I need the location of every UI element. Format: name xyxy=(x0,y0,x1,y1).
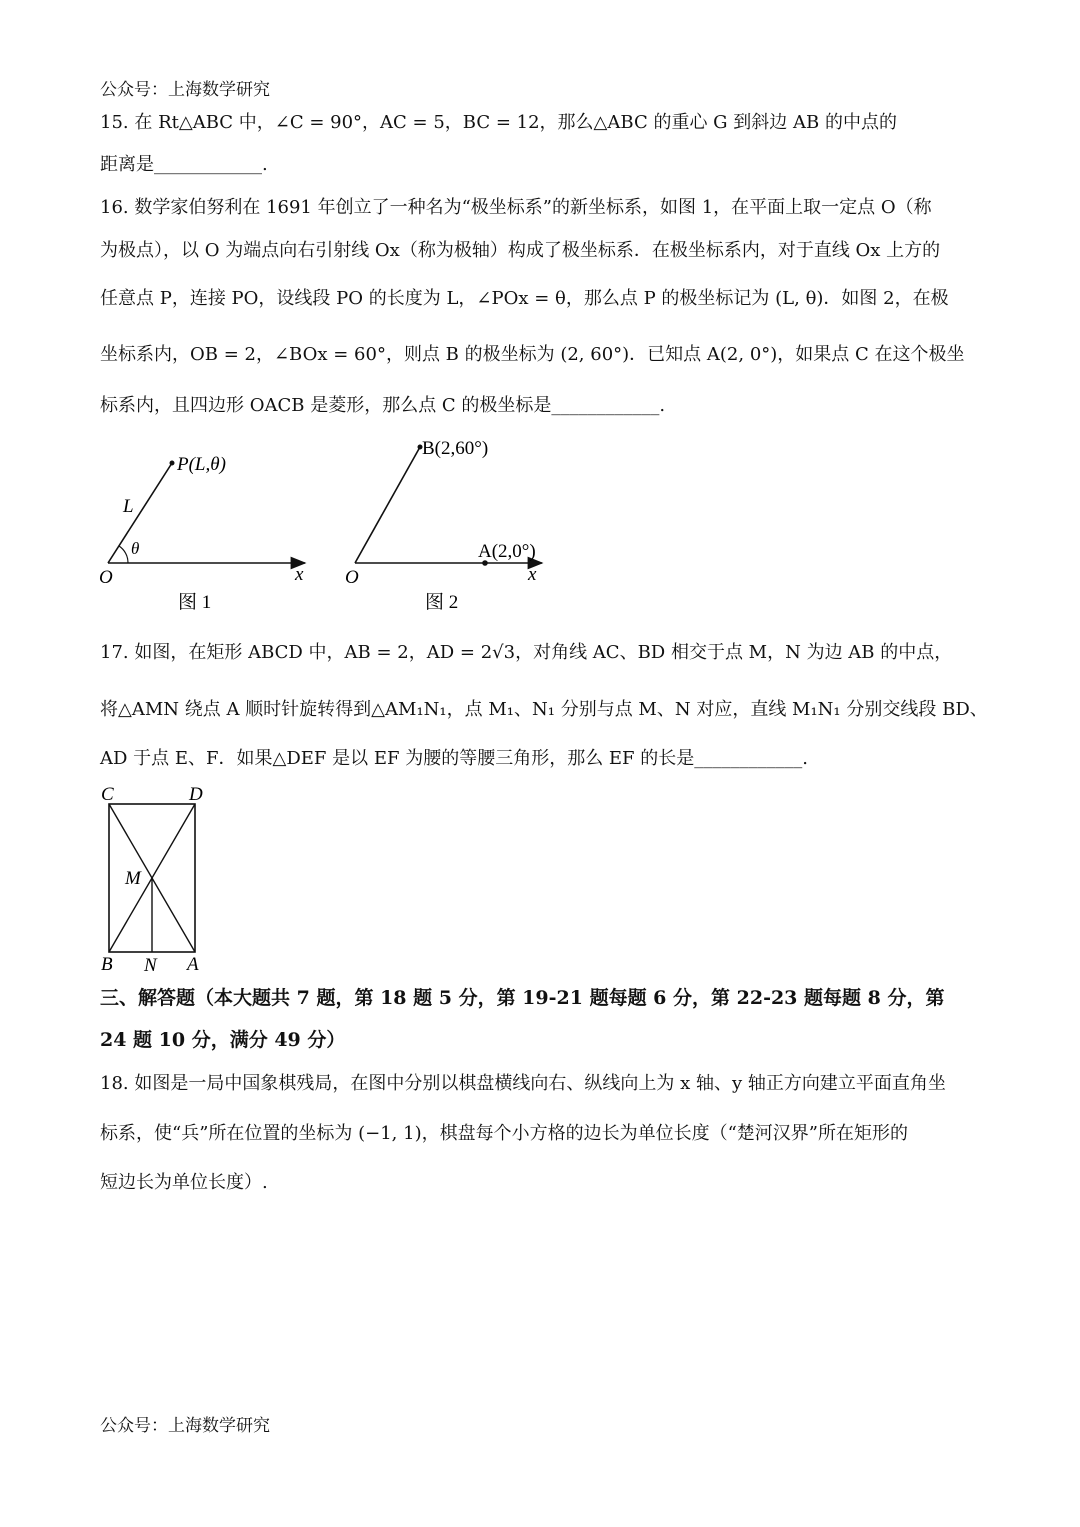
segment-ob xyxy=(355,447,420,563)
footer-text: 公众号：上海数学研究 xyxy=(100,1416,270,1436)
vertex-d-label: D xyxy=(189,784,203,805)
angle-arc xyxy=(119,546,128,563)
q16-line-1: 16. 数学家伯努利在 1691 年创立了一种名为“极坐标系”的新坐标系，如图 1，在平面上取一定点 O（称 xyxy=(100,197,932,218)
angle-label: θ xyxy=(131,539,140,558)
q16-line-2: 为极点），以 O 为端点向右引射线 Ox（称为极轴）构成了极坐标系．在极坐标系内，对于直线 Ox 上方的 xyxy=(100,240,941,261)
figure-rectangle-abcd xyxy=(95,782,215,977)
vertex-a-label: A xyxy=(187,954,199,975)
figure-2-polar-diagram xyxy=(340,430,560,620)
q15-line-2: 距离是____________. xyxy=(100,154,268,175)
section-3-heading-line-2: 24 题 10 分，满分 49 分） xyxy=(100,1029,346,1051)
q17-line-1: 17. 如图，在矩形 ABCD 中，AB = 2，AD = 2√3，对角线 AC、BD 相交于点 M，N 为边 AB 的中点， xyxy=(100,642,953,663)
section-3-heading-line-1: 三、解答题（本大题共 7 题，第 18 题 5 分，第 19-21 题每题 6 分，第 22-23 题每题 8 分，第 xyxy=(100,987,945,1009)
point-a-label: A(2,0°) xyxy=(478,541,536,562)
figure-1-caption: 图 1 xyxy=(178,592,212,613)
axis-x-label: x xyxy=(295,564,304,585)
q18-line-1: 18. 如图是一局中国象棋残局，在图中分别以棋盘横线向右、纵线向上为 x 轴、y 轴正方向建立平面直角坐 xyxy=(100,1073,946,1094)
point-m-label: M xyxy=(125,868,141,889)
header-text: 公众号：上海数学研究 xyxy=(100,80,270,100)
figure-2-caption: 图 2 xyxy=(425,592,459,613)
q18-line-3: 短边长为单位长度）. xyxy=(100,1172,268,1193)
point-p-label: P(L,θ) xyxy=(177,454,226,475)
length-label: L xyxy=(123,496,134,517)
axis-x-label: x xyxy=(528,564,537,585)
q17-line-3: AD 于点 E、F．如果△DEF 是以 EF 为腰的等腰三角形，那么 EF 的长是____________. xyxy=(100,748,808,769)
q18-line-2: 标系，使“兵”所在位置的坐标为 (−1, 1)，棋盘每个小方格的边长为单位长度（“楚河汉界”所在矩形的 xyxy=(100,1123,909,1144)
q15-line-1: 15. 在 Rt△ABC 中，∠C = 90°，AC = 5，BC = 12，那么△ABC 的重心 G 到斜边 AB 的中点的 xyxy=(100,112,897,133)
point-n-label: N xyxy=(144,955,157,976)
q16-line-5: 标系内，且四边形 OACB 是菱形，那么点 C 的极坐标是____________. xyxy=(100,395,666,416)
origin-label: O xyxy=(345,567,359,588)
figure-1-polar-diagram xyxy=(95,440,325,620)
q17-line-2: 将△AMN 绕点 A 顺时针旋转得到△AM₁N₁，点 M₁、N₁ 分别与点 M、N 对应，直线 M₁N₁ 分别交线段 BD、 xyxy=(100,699,988,720)
origin-label: O xyxy=(99,567,113,588)
point-b-label: B(2,60°) xyxy=(422,438,489,459)
vertex-c-label: C xyxy=(101,784,114,805)
segment-po xyxy=(108,463,172,563)
point-p-dot xyxy=(170,461,175,466)
q16-line-4: 坐标系内，OB = 2，∠BOx = 60°，则点 B 的极坐标为 (2, 60°)．已知点 A(2, 0°)，如果点 C 在这个极坐 xyxy=(100,344,965,365)
q16-line-3: 任意点 P，连接 PO，设线段 PO 的长度为 L，∠POx = θ，那么点 P 的极坐标记为 (L, θ)．如图 2，在极 xyxy=(100,288,949,309)
vertex-b-label: B xyxy=(101,954,113,975)
